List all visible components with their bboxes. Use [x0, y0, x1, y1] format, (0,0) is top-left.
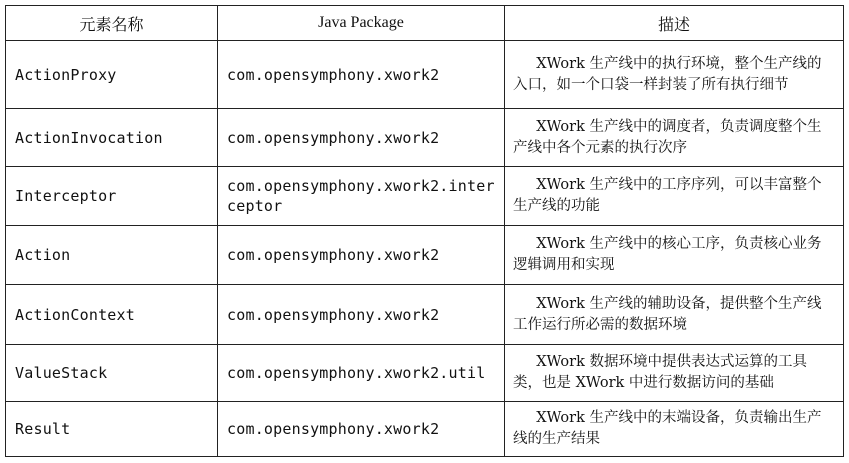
description-cell: XWork 生产线中的核心工序，负责核心业务逻辑调用和实现: [505, 226, 844, 285]
element-name-cell: Action: [6, 226, 218, 285]
java-package-cell: com.opensymphony.xwork2: [218, 226, 505, 285]
element-name-cell: Result: [6, 402, 218, 457]
table-header: [6, 6, 844, 41]
element-name-cell: ActionProxy: [6, 41, 218, 109]
java-package-cell: com.opensymphony.xwork2: [218, 285, 505, 345]
description-cell: XWork 生产线中的执行环境，整个生产线的入口，如一个口袋一样封装了所有执行细节: [505, 41, 844, 109]
table-row: [6, 345, 844, 402]
table-row: [6, 285, 844, 345]
table-row: [6, 109, 844, 167]
table-row: [6, 41, 844, 109]
header-element-name: 元素名称: [6, 6, 218, 41]
header-row: [6, 6, 844, 41]
description-cell: XWork 生产线中的工序序列，可以丰富整个生产线的功能: [505, 167, 844, 226]
description-cell: XWork 生产线中的调度者，负责调度整个生产线中各个元素的执行次序: [505, 109, 844, 167]
element-name-cell: ActionInvocation: [6, 109, 218, 167]
table-body: [6, 41, 844, 457]
description-cell: XWork 生产线的辅助设备，提供整个生产线工作运行所必需的数据环境: [505, 285, 844, 345]
element-name-cell: ValueStack: [6, 345, 218, 402]
java-package-cell: com.opensymphony.xwork2.util: [218, 345, 505, 402]
description-cell: XWork 数据环境中提供表达式运算的工具类，也是 XWork 中进行数据访问的基础: [505, 345, 844, 402]
java-package-cell: com.opensymphony.xwork2.interceptor: [218, 167, 505, 226]
xwork-elements-table: [5, 5, 844, 457]
java-package-cell: com.opensymphony.xwork2: [218, 41, 505, 109]
element-name-cell: ActionContext: [6, 285, 218, 345]
java-package-cell: com.opensymphony.xwork2: [218, 402, 505, 457]
header-java-package: Java Package: [218, 6, 505, 41]
table-row: [6, 402, 844, 457]
description-cell: XWork 生产线中的末端设备，负责输出生产线的生产结果: [505, 402, 844, 457]
java-package-cell: com.opensymphony.xwork2: [218, 109, 505, 167]
table-row: [6, 226, 844, 285]
header-description: 描述: [505, 6, 844, 41]
table-row: [6, 167, 844, 226]
element-name-cell: Interceptor: [6, 167, 218, 226]
